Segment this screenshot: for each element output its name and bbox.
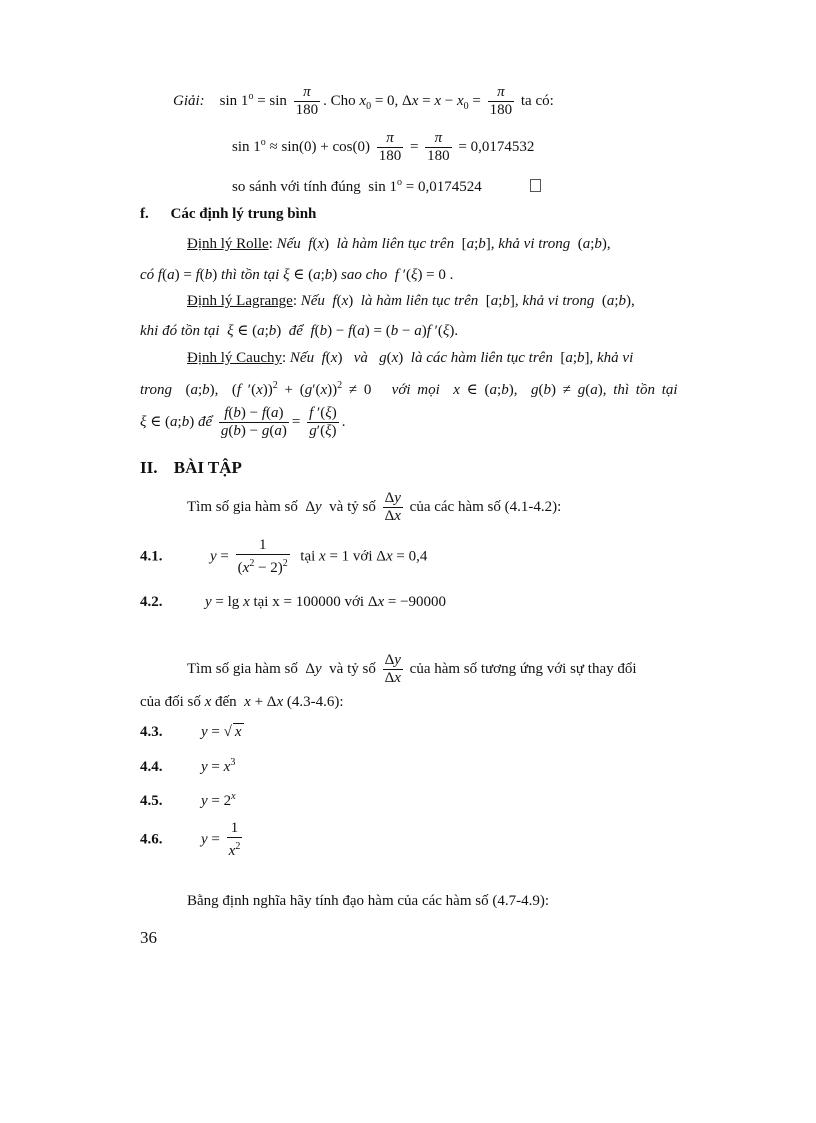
- fraction-4-6: $\frac{1}{x^2}$: [228, 820, 241, 859]
- lagrange-text-c: , khả vi trong: [514, 293, 595, 309]
- exercise-4-6-label: 4.6.: [140, 831, 163, 848]
- fraction-pi-180-b: $\frac{\pi}{180}$: [489, 84, 513, 118]
- rolle-text-b: là hàm liên tục trên: [336, 236, 455, 252]
- exercise-4-2-text-a: tại: [253, 594, 269, 610]
- exercise-4-5: 4.5. $y = 2^x$: [140, 791, 236, 809]
- intro2-text-a: Tìm số gia hàm số: [187, 660, 298, 677]
- rolle-text-e: thì tồn tại: [220, 267, 280, 283]
- rolle-text-d: có: [140, 267, 155, 283]
- cauchy-text-g: , thì tồn tại: [602, 382, 678, 398]
- intro2-text-b: và tỷ số: [329, 660, 376, 677]
- exercise-4-2-label: 4.2.: [140, 594, 163, 610]
- intro-3: [187, 893, 549, 910]
- section-f-marker: f.: [140, 206, 149, 222]
- intro1-text-a: Tìm số gia hàm số: [187, 498, 298, 515]
- exercise-4-4: 4.4. $y = x^3$: [140, 757, 236, 775]
- intro2-text-c: của hàm số tương ứng với sự thay đổi: [409, 660, 637, 677]
- exercise-4-2-x-value: x = 100000: [272, 594, 341, 610]
- intro-1: Tìm số gia hàm số Δy và tỷ số $\frac{\Delta y}{\Delta x}$ của các hàm số (4.1-4.2):: [187, 490, 562, 524]
- page-number: 36: [140, 928, 157, 947]
- intro3-text: Bằng định nghĩa hãy tính đạo hàm của các hàm số (4.7-4.9):: [187, 893, 549, 909]
- cauchy-text-d: , khả vi: [589, 350, 634, 366]
- rolle-text-a: Nếu: [276, 236, 301, 252]
- lagrange-text-b: là hàm liên tục trên: [360, 293, 479, 309]
- exercise-4-3: 4.3. y = √ x: [140, 724, 242, 740]
- intro1-text-b: và tỷ số: [329, 498, 376, 515]
- section-ii-title: BÀI TẬP: [173, 458, 242, 477]
- end-of-proof-icon: [530, 179, 541, 192]
- intro-2-line-1: Tìm số gia hàm số Δy và tỷ số $\frac{\Delta y}{\Delta x}$ của hàm số tương ứng với sự thay đổi: [187, 652, 637, 686]
- exercise-4-6: 4.6. y = $\frac{1}{x^2}$: [140, 820, 241, 859]
- rolle-line-2: có f(a) = f(b) thì tồn tại ξ ∈ (a;b) sao cho f ′(ξ) = 0 .: [140, 267, 454, 283]
- solution-line-3: so sánh với tính đúng $\sin 1^o = 0,0174524$: [232, 177, 541, 196]
- exercise-4-2: 4.2. y = lg x tại x = 100000 với Δx = −90000: [140, 594, 447, 610]
- solution-line-1: Giải: $\sin 1^o = \sin$ $\frac{\pi}{180}$ . Cho $x_0 = 0$, $\Delta x = x - x_0$ = $\frac{\pi}{180}$ ta có:: [173, 84, 554, 118]
- intro2-text-f: (4.3-4.6):: [286, 694, 344, 710]
- fraction-4-1: $\frac{1}{(x^2 - 2)^2}$: [237, 537, 288, 576]
- section-ii-marker: II.: [140, 458, 158, 477]
- cauchy-text-h: để: [197, 413, 213, 430]
- exercise-4-1: 4.1. y = $\frac{1}{(x^2 - 2)^2}$ tại x = 1 với Δx = 0,4: [140, 537, 428, 576]
- exercise-4-4-label: 4.4.: [140, 759, 163, 775]
- fraction-cauchy-right: $\frac{f '(\xi)}{g'(\xi)}$: [309, 405, 337, 439]
- lagrange-text-e: để: [288, 323, 303, 339]
- exercise-4-3-label: 4.3.: [140, 724, 163, 740]
- exercise-4-1-text-a: tại: [300, 548, 316, 565]
- cauchy-text-f: với mọi: [391, 382, 440, 398]
- cauchy-text-b: và: [353, 350, 368, 366]
- solution-tail-text: ta có:: [520, 92, 554, 109]
- lagrange-theorem-name: Định lý Lagrange: [187, 293, 293, 309]
- intro-2-line-2: của đối số x đến x + Δx (4.3-4.6):: [140, 694, 344, 710]
- lagrange-line-2: khi đó tồn tại ξ ∈ (a;b) để f(b) − f(a) = (b − a)f ′(ξ).: [140, 323, 459, 339]
- section-f-title: Các định lý trung bình: [170, 206, 317, 222]
- intro1-text-c: của các hàm số (4.1-4.2):: [409, 498, 562, 515]
- intro2-text-d: của đối số: [140, 694, 201, 710]
- exercise-4-1-label: 4.1.: [140, 548, 163, 565]
- rolle-line-1: Định lý Rolle: Nếu f(x) là hàm liên tục trên [a;b], khả vi trong (a;b),: [187, 236, 611, 252]
- comparison-text: so sánh với tính đúng: [232, 179, 361, 195]
- rolle-text-c: , khả vi trong: [490, 236, 571, 252]
- section-f-heading: [140, 206, 316, 223]
- value-approx: 0,0174532: [470, 138, 535, 155]
- exercise-4-2-text-b: với: [344, 594, 365, 610]
- exercise-4-5-label: 4.5.: [140, 793, 163, 809]
- solution-cho-text: Cho: [330, 92, 356, 109]
- fraction-dy-dx: $\frac{\Delta y}{\Delta x}$: [384, 490, 401, 524]
- exercise-4-1-text-b: với: [352, 548, 373, 565]
- rolle-theorem-name: Định lý Rolle: [187, 236, 269, 252]
- cauchy-line-2: trong (a;b), (f $'(x))^2 + (g'(x))^2 \ne 0$ với mọi x ∈ (a;b), g(b) ≠ g(a), thì tồn tại: [140, 380, 678, 398]
- fraction-pi-180: $\frac{\pi}{180}$: [295, 84, 319, 118]
- lagrange-text-a: Nếu: [300, 293, 325, 309]
- rolle-text-f: sao cho: [341, 267, 388, 283]
- solution-label: Giải:: [173, 92, 205, 109]
- cauchy-text-a: Nếu: [289, 350, 315, 366]
- cauchy-text-c: là các hàm liên tục trên: [410, 350, 553, 366]
- cauchy-theorem-name: Định lý Cauchy: [187, 350, 282, 366]
- cauchy-line-3: ξ ∈ (a;b) để $\frac{f(b) - f(a)}{g(b) - g(a)}$ = $\frac{f '(\xi)}{g'(\xi)}$ .: [140, 405, 346, 439]
- cauchy-line-1: Định lý Cauchy: Nếu f(x) và g(x) là các hàm liên tục trên [a;b], khả vi: [187, 350, 634, 366]
- section-ii-heading: [140, 458, 242, 478]
- fraction-dy-dx-b: $\frac{\Delta y}{\Delta x}$: [384, 652, 401, 686]
- lagrange-line-1: Định lý Lagrange: Nếu f(x) là hàm liên tục trên [a;b], khả vi trong (a;b),: [187, 293, 635, 309]
- cauchy-text-e: trong: [140, 382, 172, 398]
- solution-line-2: $\sin 1^o \approx \sin(0) + \cos(0)$ $\frac{\pi}{180}$ = $\frac{\pi}{180}$ = 0,0174532: [232, 130, 535, 164]
- fraction-pi-180-c: $\frac{\pi}{180}$: [378, 130, 402, 164]
- intro2-text-e: đến: [215, 694, 237, 710]
- fraction-cauchy-left: $\frac{f(b) - f(a)}{g(b) - g(a)}$: [220, 405, 287, 439]
- fraction-pi-180-d: $\frac{\pi}{180}$: [427, 130, 450, 164]
- value-exact: 0,0174524: [418, 179, 482, 195]
- lagrange-text-d: khi đó tồn tại: [140, 323, 220, 339]
